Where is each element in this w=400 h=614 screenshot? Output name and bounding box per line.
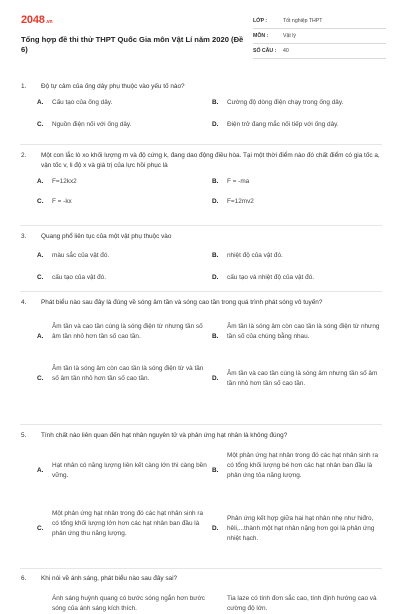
option-d[interactable] <box>212 120 382 130</box>
question-number: 3. <box>21 233 27 240</box>
option-b[interactable] <box>212 98 382 108</box>
option-letter: A. <box>37 178 44 185</box>
option-text: Nguồn điện nối với ống dây. <box>52 121 132 128</box>
option-b[interactable] <box>212 594 382 612</box>
option-d[interactable] <box>212 273 382 283</box>
option-text: Một phản ứng hạt nhân trong đó các hạt nhân sinh ra có tổng khối lượng lớn hơn các hạt nhân ban đầu là phản ứng thu năng lượng. <box>52 510 204 537</box>
option-letter: B. <box>212 333 219 340</box>
option-letter: C. <box>37 274 44 281</box>
option-letter: C. <box>37 121 44 128</box>
option-a[interactable] <box>37 98 207 108</box>
question-number: 2. <box>21 152 27 159</box>
question-text: Quang phổ liên tục của một vật phụ thuộc vào <box>41 233 172 240</box>
option-c[interactable] <box>37 120 207 130</box>
option-text: F = -kx <box>52 198 72 205</box>
option-letter: A. <box>37 467 44 474</box>
option-text: Âm tần là sóng âm còn cao tần là sóng điện từ và tần số âm tần nhỏ hơn tần số cao tần. <box>52 365 204 382</box>
option-text: Một phản ứng hạt nhân trong đó các hạt nhân sinh ra có tổng khối lượng bé hơn các hạt nhân ban đầu là phản ứng tỏa năng lượng. <box>227 452 379 479</box>
option-letter: D. <box>212 121 219 128</box>
option-text: F = -ma <box>227 178 250 185</box>
option-a[interactable] <box>37 461 207 481</box>
question-divider <box>20 424 382 425</box>
question-text: Tính chất nào liên quan đến hạt nhân nguyên tử và phản ứng hạt nhân là không đúng? <box>41 432 288 439</box>
option-text: Âm tần và cao tần cùng là sóng âm nhưng tần số âm tần nhỏ hơn tần số cao tần. <box>227 370 378 387</box>
option-d[interactable] <box>212 514 382 544</box>
option-letter: B. <box>212 252 219 259</box>
question-text: Một con lắc lò xo khối lượng m và độ cứng k, đang dao động điều hòa. Tại một thời điểm nào đó chất điểm có gia tốc a, vận tốc v, li độ x và giá trị của lực hồi phục là <box>41 152 380 169</box>
option-text: nhiệt độ của vật đó. <box>227 252 283 259</box>
document-meta <box>253 14 386 59</box>
option-letter: B. <box>212 178 219 185</box>
option-letter: C. <box>37 198 44 205</box>
option-a[interactable] <box>37 594 207 612</box>
question-5 <box>21 431 383 571</box>
question-divider <box>20 144 382 145</box>
option-text: Cường độ dòng điện chạy trong ống dây. <box>227 99 344 106</box>
option-d[interactable] <box>212 369 382 389</box>
option-letter: C. <box>37 375 44 382</box>
option-b[interactable] <box>212 177 382 187</box>
question-4 <box>21 298 383 394</box>
option-text: Ánh sáng huỳnh quang có bước sóng ngắn hơn bước sóng của ánh sáng kích thích. <box>52 595 205 612</box>
option-text: cấu tạo và nhiệt độ của vật đó. <box>227 274 315 281</box>
option-b[interactable] <box>212 322 382 352</box>
option-letter: A. <box>37 99 44 106</box>
option-text: Âm tần là sóng âm còn cao tần là sóng điện từ nhưng tần số của chúng bằng nhau. <box>227 323 380 340</box>
option-letter: C. <box>37 525 44 532</box>
meta-value: 40 <box>283 48 289 54</box>
option-text: F=12mv2 <box>227 198 254 205</box>
option-a[interactable] <box>37 177 207 187</box>
option-a[interactable] <box>37 322 207 352</box>
option-c[interactable] <box>37 509 207 549</box>
option-c[interactable] <box>37 273 207 283</box>
question-text: Độ tự cảm của ống dây phụ thuộc vào yếu tố nào? <box>41 83 185 90</box>
option-a[interactable] <box>37 251 207 261</box>
option-text: cấu tạo của vật đó. <box>52 274 107 281</box>
option-text: Tia laze có tính đơn sắc cao, tính định hướng cao và cường độ lớn. <box>227 595 377 612</box>
option-text: Hạt nhân có năng lượng liên kết càng lớn thì càng bền vững. <box>52 462 207 479</box>
question-1 <box>21 82 383 134</box>
document-header <box>21 14 386 64</box>
option-text: Phản ứng kết hợp giữa hai hạt nhân nhẹ như hiđro, hêli,...thành một hạt nhân nặng hơn gọi là phản ứng nhiệt hạch. <box>227 515 375 542</box>
meta-value: Tốt nghiệp THPT <box>283 18 323 24</box>
option-letter: D. <box>212 375 219 382</box>
question-text: Khi nói về ánh sáng, phát biểu nào sau đây sai? <box>41 575 178 582</box>
option-text: Điện trở đang mắc nối tiếp với ống dây. <box>227 121 339 128</box>
meta-value: Vật lý <box>283 33 296 39</box>
question-divider <box>20 291 382 292</box>
option-b[interactable] <box>212 451 382 491</box>
option-letter: D. <box>212 198 219 205</box>
question-number: 6. <box>21 575 27 582</box>
option-letter: B. <box>212 99 219 106</box>
option-letter: A. <box>37 252 44 259</box>
meta-row-subject <box>253 29 386 44</box>
question-number: 1. <box>21 83 27 90</box>
meta-row-count <box>253 44 386 59</box>
question-text: Phát biểu nào sau đây là đúng về sóng âm tần và sóng cao tần trong quá trình phát sóng vô tuyến? <box>41 299 323 306</box>
document-title: Tổng hợp đề thi thử THPT Quốc Gia môn Vật Lí năm 2020 (Đề 6) <box>21 35 244 54</box>
meta-label: SỐ CÂU : <box>253 48 277 54</box>
option-d[interactable] <box>212 197 382 207</box>
question-3 <box>21 232 383 284</box>
meta-label: LỚP : <box>253 18 268 24</box>
logo-suffix: .vn <box>45 19 53 25</box>
option-letter: D. <box>212 525 219 532</box>
question-2 <box>21 151 383 213</box>
option-letter: A. <box>37 333 44 340</box>
site-logo[interactable] <box>21 14 52 26</box>
question-6 <box>21 574 383 612</box>
question-number: 4. <box>21 299 27 306</box>
option-text: Âm tần và cao tần cùng là sóng điện từ nhưng tần số âm tần nhỏ hơn tần số cao tần. <box>52 323 203 340</box>
option-text: màu sắc của vật đó. <box>52 252 110 259</box>
question-number: 5. <box>21 432 27 439</box>
option-b[interactable] <box>212 251 382 261</box>
option-letter: B. <box>212 467 219 474</box>
meta-label: MÔN : <box>253 33 269 39</box>
question-divider <box>20 568 382 569</box>
option-c[interactable] <box>37 197 207 207</box>
option-c[interactable] <box>37 364 207 394</box>
option-text: Cấu tạo của ống dây. <box>52 99 113 106</box>
option-text: F=12kx2 <box>52 178 77 185</box>
logo-text: 2048 <box>21 14 45 26</box>
option-letter: D. <box>212 274 219 281</box>
meta-row-class <box>253 14 386 29</box>
question-divider <box>20 225 382 226</box>
